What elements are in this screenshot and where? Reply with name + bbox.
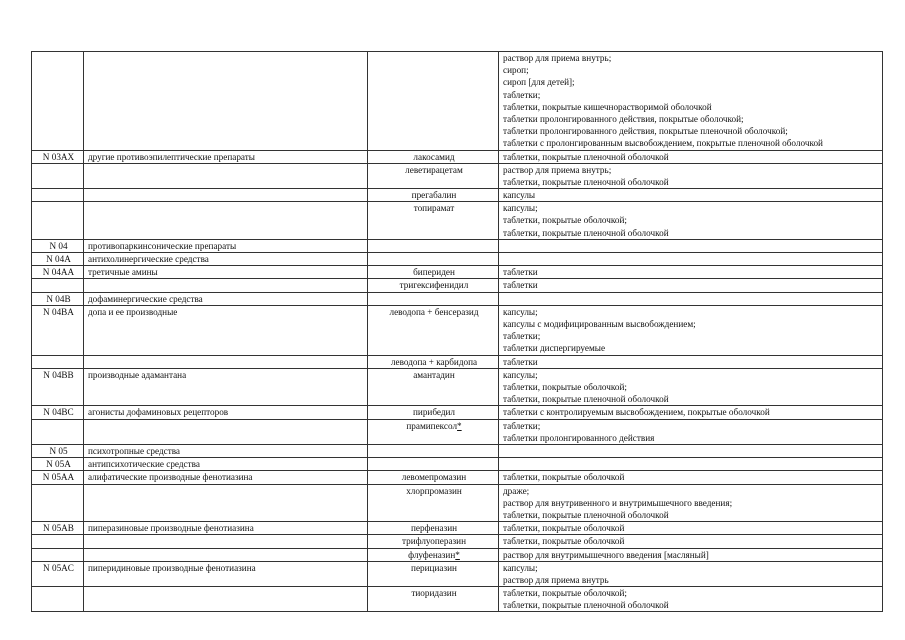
dosage-form-line: таблетки, покрытые пленочной оболочкой [503,509,669,520]
dosage-form-line: таблетки, покрытые пленочной оболочкой [503,600,669,611]
drug-name-cell [368,484,499,522]
drug-name: флуфеназин [408,549,456,560]
dosage-forms-cell [499,202,883,240]
drug-name: леветирацетам [405,164,463,175]
drug-name-cell [368,535,499,548]
atc-code-cell: N 03AX [32,150,84,163]
dosage-forms-cell [499,305,883,355]
dosage-forms-cell [499,52,883,151]
atc-code-cell: N 04 [32,239,84,252]
dosage-forms-cell [499,150,883,163]
dosage-forms-cell [499,484,883,522]
dosage-form-line: раствор для приема внутрь [503,574,609,585]
atc-code-cell: N 05 [32,444,84,457]
dosage-forms-cell [499,292,883,305]
asterisk-footnote-mark[interactable]: * [455,549,460,560]
atc-code-cell: N 04B [32,292,84,305]
dosage-form-line: раствор для приема внутрь; [503,53,612,63]
dosage-form-line [503,458,880,470]
dosage-form-line: таблетки [503,356,538,367]
anatomical-therapeutic-group-cell [84,189,368,202]
dosage-form-line: таблетки с пролонгированным высвобождением, покрытые пленочной оболочкой [503,138,823,149]
drug-name-cell [368,150,499,163]
dosage-form-line [503,445,880,457]
table-row [32,458,883,471]
drug-name-cell [368,368,499,406]
dosage-form-line: раствор для приема внутрь; [503,164,612,175]
dosage-form-line: таблетки пролонгированного действия, покрытые оболочкой; [503,113,744,124]
dosage-forms-cell [499,279,883,292]
asterisk-footnote-mark[interactable]: * [457,420,462,431]
anatomical-therapeutic-group-cell [84,548,368,561]
medicines-table [31,51,883,612]
dosage-forms-cell [499,522,883,535]
dosage-form-line: таблетки, покрытые оболочкой; [503,215,627,226]
anatomical-therapeutic-group-cell [84,163,368,188]
table-row [32,239,883,252]
table-row [32,368,883,406]
dosage-form-line: капсулы [503,190,536,201]
atc-code-cell: N 05AA [32,471,84,484]
drug-name: левомепромазин [401,472,467,483]
dosage-form-line: капсулы; [503,306,538,317]
drug-name-cell [368,522,499,535]
anatomical-therapeutic-group-cell [84,279,368,292]
table-row [32,279,883,292]
dosage-form-line: драже; [503,485,530,496]
dosage-form-line: таблетки; [503,331,541,342]
dosage-form-line: таблетки с контролируемым высвобождением, покрытые оболочкой [503,407,770,418]
table-row [32,253,883,266]
dosage-forms-cell [499,406,883,419]
dosage-form-line: таблетки, покрытые кишечнорастворимой оболочкой [503,101,712,112]
drug-name-cell [368,305,499,355]
atc-code-cell [32,202,84,240]
anatomical-therapeutic-group-cell: другие противоэпилептические препараты [84,150,368,163]
table-row [32,522,883,535]
dosage-form-line [503,293,880,305]
atc-code-cell [32,587,84,612]
table-row [32,163,883,188]
drug-name: тиоридазин [411,588,457,599]
drug-name: леводопа + бенсеразид [389,306,479,317]
dosage-forms-cell [499,266,883,279]
anatomical-therapeutic-group-cell: психотропные средства [84,444,368,457]
dosage-form-line: таблетки, покрытые оболочкой; [503,588,627,599]
dosage-form-line [503,240,880,252]
drug-name-cell [368,548,499,561]
atc-code-cell [32,419,84,444]
dosage-form-line: таблетки; [503,420,541,431]
table-row [32,52,883,151]
dosage-form-line: таблетки [503,267,538,278]
anatomical-therapeutic-group-cell [84,52,368,151]
dosage-form-line: таблетки, покрытые пленочной оболочкой [503,227,669,238]
table-row [32,305,883,355]
atc-code-cell: N 04BA [32,305,84,355]
drug-name: прамипексол [406,420,458,431]
anatomical-therapeutic-group-cell [84,587,368,612]
drug-name-cell [368,202,499,240]
dosage-form-line: таблетки пролонгированного действия [503,432,655,443]
table-row [32,266,883,279]
drug-name-cell [368,471,499,484]
dosage-form-line: капсулы; [503,203,538,214]
dosage-form-line: таблетки, покрытые оболочкой [503,472,625,483]
dosage-form-line: таблетки, покрытые оболочкой; [503,382,627,392]
dosage-forms-cell [499,355,883,368]
atc-code-cell: N 04BC [32,406,84,419]
drug-name: леводопа + карбидопа [390,356,478,367]
anatomical-therapeutic-group-cell [84,535,368,548]
atc-code-cell [32,484,84,522]
drug-name: хлорпромазин [406,485,462,496]
dosage-form-line: раствор для внутримышечного введения [масляный] [503,549,709,560]
drug-name: пирибедил [412,407,456,418]
atc-code-cell: N 04BB [32,368,84,406]
anatomical-therapeutic-group-cell [84,355,368,368]
anatomical-therapeutic-group-cell: производные адамантана [84,368,368,406]
drug-name-cell [368,406,499,419]
drug-name-cell [368,52,499,151]
anatomical-therapeutic-group-cell: антихолинергические средства [84,253,368,266]
medicines-table-body [32,52,883,612]
atc-code-cell: N 05AC [32,561,84,586]
dosage-form-line: таблетки [503,280,538,291]
drug-name: трифлуоперазин [401,536,467,547]
anatomical-therapeutic-group-cell: алифатические производные фенотиазина [84,471,368,484]
atc-code-cell [32,189,84,202]
anatomical-therapeutic-group-cell [84,419,368,444]
atc-code-cell: N 04A [32,253,84,266]
dosage-form-line: таблетки, покрытые пленочной оболочкой [503,151,669,162]
dosage-forms-cell [499,253,883,266]
drug-name-cell [368,458,499,471]
table-row [32,189,883,202]
drug-name-cell [368,239,499,252]
dosage-forms-cell [499,471,883,484]
drug-name-cell [368,292,499,305]
atc-code-cell [32,355,84,368]
dosage-form-line: таблетки; [503,89,541,100]
anatomical-therapeutic-group-cell: дофаминергические средства [84,292,368,305]
dosage-form-line: капсулы; [503,369,538,380]
anatomical-therapeutic-group-cell: допа и ее производные [84,305,368,355]
atc-code-cell [32,548,84,561]
atc-code-cell [32,279,84,292]
dosage-forms-cell [499,548,883,561]
atc-code-cell [32,535,84,548]
dosage-form-line: капсулы с модифицированным высвобождением; [503,319,696,330]
table-row [32,202,883,240]
dosage-forms-cell [499,368,883,406]
dosage-forms-cell [499,535,883,548]
dosage-form-line: таблетки, покрытые оболочкой [503,536,625,547]
anatomical-therapeutic-group-cell: пиперидиновые производные фенотиазина [84,561,368,586]
table-row [32,484,883,522]
table-row [32,561,883,586]
drug-name: перициазин [411,562,457,573]
table-row [32,587,883,612]
table-row [32,355,883,368]
atc-code-cell: N 05A [32,458,84,471]
anatomical-therapeutic-group-cell: агонисты дофаминовых рецепторов [84,406,368,419]
atc-code-cell: N 04AA [32,266,84,279]
anatomical-therapeutic-group-cell: противопаркинсонические препараты [84,239,368,252]
drug-name: топирамат [413,203,455,214]
table-row [32,292,883,305]
drug-name-cell [368,189,499,202]
dosage-forms-cell [499,189,883,202]
anatomical-therapeutic-group-cell [84,484,368,522]
dosage-form-line: таблетки пролонгированного действия, покрытые пленочной оболочкой; [503,126,788,137]
table-row [32,150,883,163]
dosage-form-line: сироп; [503,65,529,76]
anatomical-therapeutic-group-cell: пиперазиновые производные фенотиазина [84,522,368,535]
dosage-forms-cell [499,239,883,252]
dosage-form-line: раствор для внутривенного и внутримышечного введения; [503,497,733,508]
table-row [32,419,883,444]
dosage-forms-cell [499,587,883,612]
dosage-form-line [503,253,880,265]
dosage-form-line: таблетки диспергируемые [503,343,606,354]
drug-name: амантадин [413,369,455,380]
atc-code-cell [32,163,84,188]
drug-name: тригексифенидил [399,280,469,291]
anatomical-therapeutic-group-cell [84,202,368,240]
drug-name-cell [368,561,499,586]
dosage-forms-cell [499,163,883,188]
dosage-form-line: таблетки, покрытые пленочной оболочкой [503,394,669,405]
dosage-forms-cell [499,458,883,471]
table-row [32,406,883,419]
anatomical-therapeutic-group-cell: антипсихотические средства [84,458,368,471]
drug-name-cell [368,266,499,279]
drug-name-cell [368,355,499,368]
drug-name-cell [368,253,499,266]
drug-name: перфеназин [410,523,458,534]
drug-name: бипериден [413,267,455,278]
dosage-form-line: капсулы; [503,562,538,573]
table-row [32,535,883,548]
drug-name: лакосамид [413,151,455,162]
dosage-forms-cell [499,444,883,457]
table-row [32,548,883,561]
dosage-form-line: сироп [для детей]; [503,77,575,88]
drug-name: прегабалин [411,190,457,201]
atc-code-cell [32,52,84,151]
anatomical-therapeutic-group-cell: третичные амины [84,266,368,279]
drug-name-cell [368,419,499,444]
dosage-forms-cell [499,419,883,444]
drug-name-cell [368,163,499,188]
dosage-form-line: таблетки, покрытые оболочкой [503,523,625,534]
drug-name-cell [368,444,499,457]
table-row [32,471,883,484]
drug-name-cell [368,587,499,612]
table-row [32,444,883,457]
dosage-forms-cell [499,561,883,586]
atc-code-cell: N 05AB [32,522,84,535]
dosage-form-line: таблетки, покрытые пленочной оболочкой [503,176,669,187]
drug-name-cell [368,279,499,292]
